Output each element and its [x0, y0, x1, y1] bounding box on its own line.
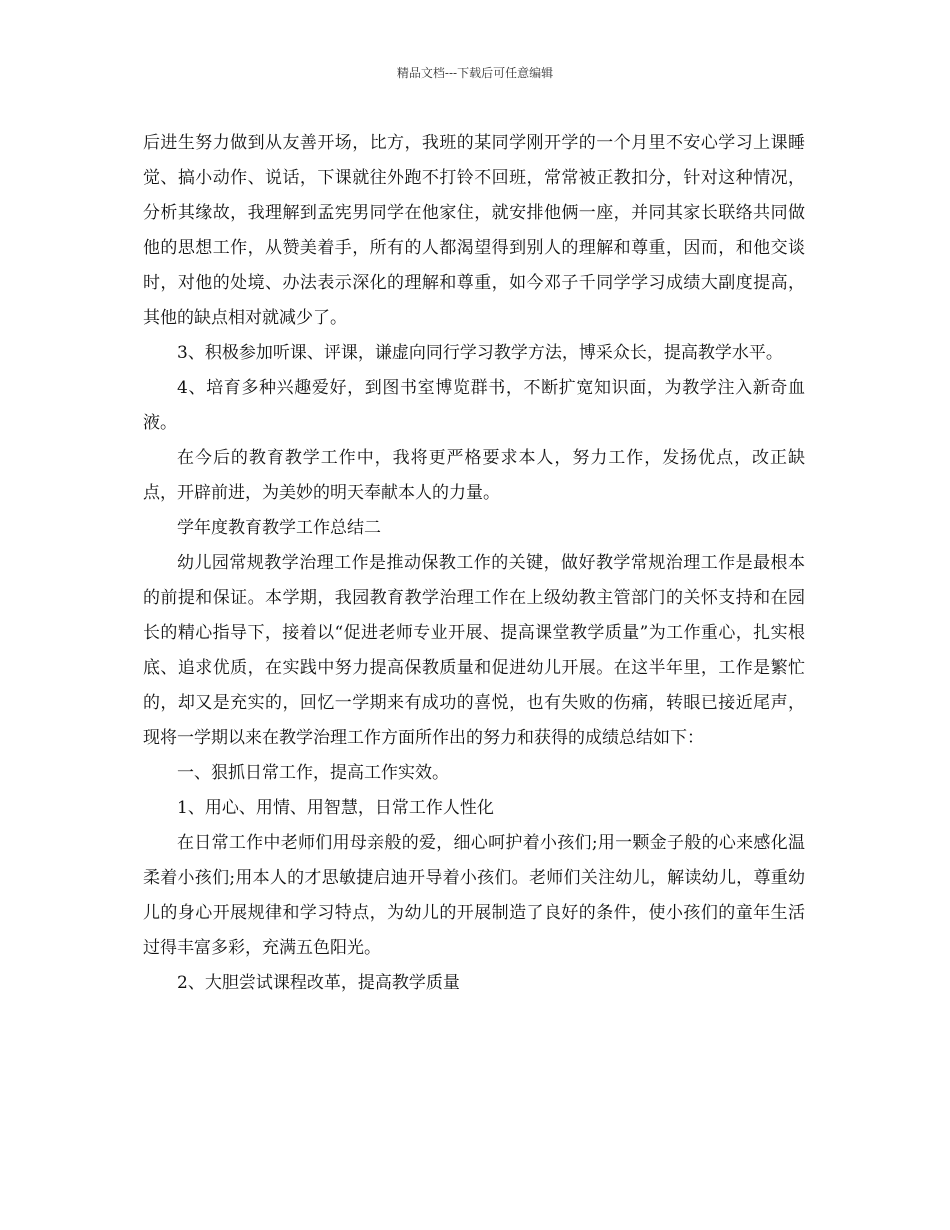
heading-level-2-item-2: 2、大胆尝试课程改革，提高教学质量: [177, 973, 460, 993]
heading-level-1: 一、狠抓日常工作，提高工作实效。: [177, 763, 449, 783]
heading-level-2-item-1: 1、用心、用情、用智慧，日常工作人性化: [177, 798, 494, 818]
paragraph-item-3: 3、积极参加听课、评课，谦虚向同行学习教学方法，博采众长，提高教学水平。: [177, 343, 783, 363]
page-header: 精品文档---下载后可任意编辑: [396, 66, 554, 80]
paragraph-conclusion: 在今后的教育教学工作中，我将更严格要求本人，努力工作，发扬优点，改正缺点，开辟前进，为美妙的明天奉献本人的力量。: [143, 448, 805, 503]
paragraph-intro: 幼儿园常规教学治理工作是推动保教工作的关键，做好教学常规治理工作是最根本的前提和保证。本学期，我园教育教学治理工作在上级幼教主管部门的关怀支持和在园长的精心指导下，接着以“促进老师专业开展、提高课堂教学质量”为工作重心，扎实根底、追求优质，在实践中努力提高保教质量和促进幼儿开展。在这半年里，工作是繁忙的，却又是充实的，回忆一学期来有成功的喜悦，也有失败的伤痛，转眼已接近尾声，现将一学期以来在教学治理工作方面所作出的努力和获得的成绩总结如下：: [143, 553, 805, 748]
paragraph-item-4: 4、培育多种兴趣爱好，到图书室博览群书，不断扩宽知识面，为教学注入新奇血液。: [143, 378, 805, 433]
paragraph-continuation: 后进生努力做到从友善开场，比方，我班的某同学刚开学的一个月里不安心学习上课睡觉、搞小动作、说话，下课就往外跑不打铃不回班，常常被正教扣分，针对这种情况，分析其缘故，我理解到孟宪男同学在他家住，就安排他俩一座，并同其家长联络共同做他的思想工作，从赞美着手，所有的人都渴望得到别人的理解和尊重，因而，和他交谈时，对他的处境、办法表示深化的理解和尊重，如今邓子千同学学习成绩大副度提高，其他的缺点相对就减少了。: [143, 133, 805, 328]
document-body: [143, 126, 805, 1001]
section-title: 学年度教育教学工作总结二: [177, 518, 381, 538]
paragraph-daily-work: 在日常工作中老师们用母亲般的爱，细心呵护着小孩们;用一颗金子般的心来感化温柔着小孩们;用本人的才思敏捷启迪开导着小孩们。老师们关注幼儿，解读幼儿，尊重幼儿的身心开展规律和学习特点，为幼儿的开展制造了良好的条件，使小孩们的童年生活过得丰富多彩，充满五色阳光。: [143, 833, 805, 958]
